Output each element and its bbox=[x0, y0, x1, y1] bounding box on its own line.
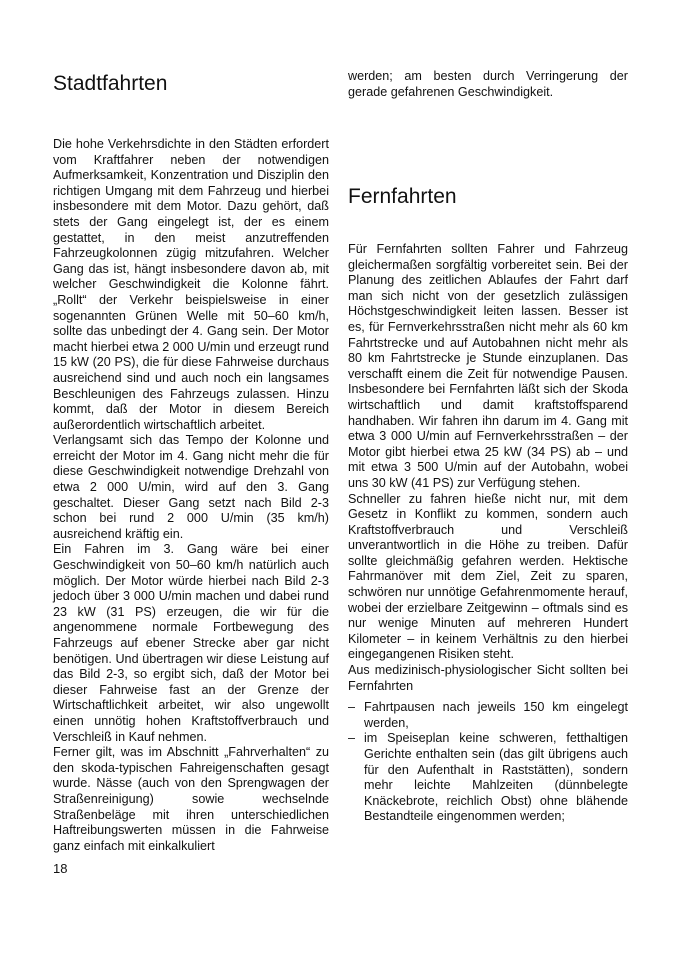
page-number: 18 bbox=[53, 861, 68, 876]
continuation-paragraph: werden; am besten durch Verringerung der gerade gefahrenen Geschwindigkeit. bbox=[348, 69, 628, 99]
right-column-body bbox=[348, 242, 628, 825]
section-heading-fernfahrten: Fernfahrten bbox=[348, 185, 457, 208]
section-heading-stadtfahrten: Stadtfahrten bbox=[53, 72, 168, 95]
paragraph: Verlangsamt sich das Tempo der Kolonne und erreicht der Motor im 4. Gang nicht mehr die für diese Geschwindigkeit notwendige Drehzahl von etwa 2 000 U/min, wird auf den 3. Gang geschaltet. Dieser Gang setzt nach Bild 2-3 schon bei rund 2 000 U/min (35 km/h) ausreichend kräftig ein. bbox=[53, 433, 329, 541]
list-item: – im Speiseplan keine schweren, fetthaltigen Gerichte enthalten sein (das gilt übrigens auch für den Aufenthalt in Raststätten), sondern mehr leichte Mahlzeiten (dünnbelegte Knäckebrote, reichlich Obst) ohne blähende Bestandteile eingenommen werden; bbox=[348, 731, 628, 825]
right-column bbox=[348, 69, 628, 100]
paragraph: Die hohe Verkehrsdichte in den Städten erfordert vom Kraftfahrer neben der notwendigen Aufmerksamkeit, Konzentration und Disziplin den richtigen Umgang mit dem Fahrzeug und hierbei insbesondere mit dem Motor. Dazu gehört, daß stets der Gang eingelegt ist, der es einem gestattet, in den meist anzutreffenden Fahrzeugkolonnen zügig mitzufahren. Welcher Gang das ist, hängt insbesondere davon ab, mit welcher Geschwindigkeit die Kolonne fährt. „Rollt“ der Verkehr beispielsweise in einer sogenannten Grünen Welle mit 50–60 km/h, sollte das unbedingt der 4. Gang sein. Der Motor macht hierbei etwa 2 000 U/min und erzeugt rund 15 kW (20 PS), die für diese Fahrweise durchaus ausreichend sind und auch noch ein langsames Beschleunigen des Fahrzeugs zulassen. Hinzu kommt, daß der Motor in diesem Bereich außerordentlich wirtschaftlich arbeitet. bbox=[53, 137, 329, 432]
paragraph: Aus medizinisch-physiologischer Sicht sollten bei Fernfahrten bbox=[348, 663, 628, 693]
list-item: – Fahrtpausen nach jeweils 150 km eingelegt werden, bbox=[348, 700, 628, 731]
paragraph: Ein Fahren im 3. Gang wäre bei einer Geschwindigkeit von 50–60 km/h natürlich auch möglich. Der Motor würde hierbei nach Bild 2-3 jedoch über 3 000 U/min machen und dabei rund 23 kW (31 PS) erzeugen, die wir für die angenommene normale Fortbewegung des Fahrzeugs auf ebener Strecke aber gar nicht benötigen. Und übertragen wir diese Leistung auf das Bild 2-3, so ergibt sich, daß der Motor bei dieser Fahrweise fast an der Grenze der Wirtschaftlichkeit arbeitet, wir also ungewollt einen unnötig hohen Kraftstoffverbrauch und Verschleiß in Kauf nehmen. bbox=[53, 542, 329, 744]
left-column bbox=[53, 137, 329, 854]
recommendation-list bbox=[348, 700, 628, 825]
paragraph: Schneller zu fahren hieße nicht nur, mit dem Gesetz in Konflikt zu kommen, sondern auch Kraftstoffverbrauch und Verschleiß unverantwortlich in die Höhe zu treiben. Dafür sollte gleichmäßig gefahren werden. Hektische Fahrmanöver mit dem Ziel, Zeit zu sparen, schwören nur unnötige Gefahrenmomente herauf, wobei der erzielbare Zeitgewinn – oftmals sind es nur wenige Minuten auf mehreren Hundert Kilometer – in keinem Verhältnis zu den hierbei eingegangenen Risiken steht. bbox=[348, 491, 628, 662]
paragraph: Für Fernfahrten sollten Fahrer und Fahrzeug gleichermaßen sorgfältig vorbereitet sein. Bei der Planung des zeitlichen Ablaufes der Fahrt darf man sich nicht von der gesetzlich zulässigen Höchstgeschwindigkeit leiten lassen. Besser ist es, für Fernverkehrsstraßen nicht mehr als 60 km Fahrtstrecke und auf Autobahnen nicht mehr als 80 km Fahrtstrecke je Stunde einzuplanen. Das verschafft einem die Zeit für notwendige Pausen. Insbesondere bei Fernfahrten läßt sich der Skoda wirtschaftlich und damit kraftstoffsparend handhaben. Wir fahren ihn darum im 4. Gang mit etwa 3 000 U/min auf Fernverkehrsstraßen – der Motor gibt hierbei etwa 25 kW (34 PS) ab – und mit etwa 3 500 U/min auf der Autobahn, wobei uns 30 kW (41 PS) zur Verfügung stehen. bbox=[348, 242, 628, 490]
paragraph: Ferner gilt, was im Abschnitt „Fahrverhalten“ zu den skoda-typischen Fahreigenschaften gesagt wurde. Nässe (auch von den Sprengwagen der Straßenreinigung) sowie wechselnde Straßenbeläge mit ihren unterschiedlichen Haftreibungswerten müssen in die Fahrweise ganz einfach mit einkalkuliert bbox=[53, 745, 329, 853]
